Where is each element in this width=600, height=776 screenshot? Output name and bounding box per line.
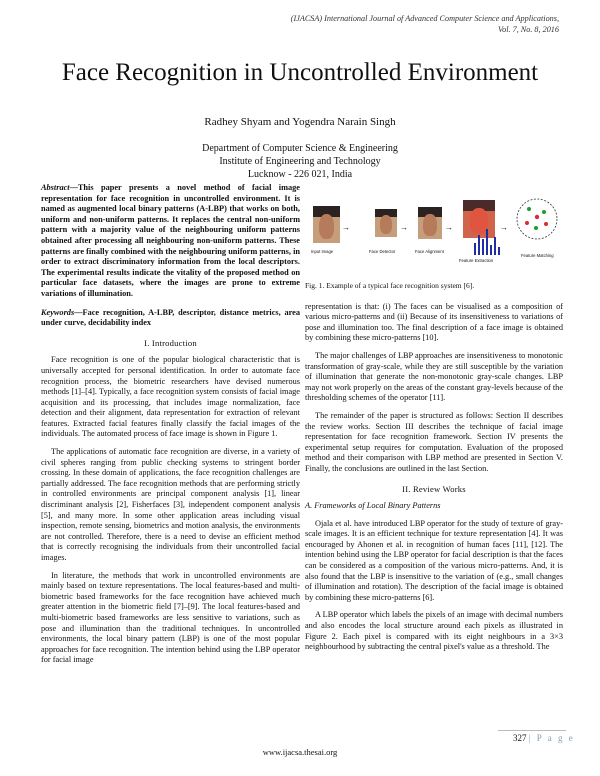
left-column bbox=[41, 183, 300, 673]
abstract-label: Abstract bbox=[41, 183, 70, 192]
authors: Radhey Shyam and Yogendra Narain Singh bbox=[204, 116, 396, 128]
figure-label: Feature Matching bbox=[521, 253, 554, 258]
affiliation-dept: Department of Computer Science & Engineering bbox=[202, 143, 398, 154]
page-number bbox=[513, 733, 575, 743]
footer-divider bbox=[498, 730, 566, 731]
paragraph: In literature, the methods that work in uncontrolled environments are mainly based on texture representations. The local features-based and multi-biometric based frameworks for the face recognition have achieved much greater attention in the biometric field [7]–[9]. The local features-based and multi-biometric based frameworks are less sensitive to variations, such as pose and illumination than the traditional techniques. In uncontrolled environments, the local binary pattern (LBP) is one of the most popular approaches for face recognition. The intention behind using the LBP operator for facial image bbox=[41, 570, 300, 665]
paragraph: The remainder of the paper is structured as follows: Section II describes the review works. Section III describes the technique of facial image representation for face recognition framework. Section IV presents the experimental setup requires for computation. Evaluation of the proposed method and their comparison with LBP method are presented in Section V. Finally, the conclusions are outlined in the last Section. bbox=[305, 410, 563, 473]
detected-face-photo bbox=[375, 209, 397, 237]
figure-1 bbox=[305, 187, 563, 277]
keywords bbox=[41, 308, 300, 329]
abstract-text: —This paper presents a novel method of facial image representation for face recognition in uncontrolled environment. It is named as augmented local binary patterns (A-LBP) that works on both, uniform and non-uniform patterns. It replaces the central non-uniform pattern with a majority value of the neighbouring uniform patterns obtained after processing all neighbouring non-uniform patterns. These patterns are finally combined with the neighbouring uniform patterns, in order to extract discriminatory information from the local descriptors. The experimental results indicate the vitality of the proposed method on particular face datasets, where the images are prone to extreme variations of illumination. bbox=[41, 183, 300, 298]
arrow-icon: → bbox=[445, 223, 453, 232]
keywords-label: Keywords bbox=[41, 307, 75, 317]
subsection-heading: A. Frameworks of Local Binary Patterns bbox=[305, 501, 441, 511]
aligned-face-photo bbox=[418, 207, 442, 239]
journal-header bbox=[139, 13, 559, 35]
affiliation-city: Lucknow - 226 021, India bbox=[247, 169, 353, 180]
page-word: | P a g e bbox=[528, 733, 575, 743]
affiliation-institute: Institute of Engineering and Technology bbox=[219, 156, 381, 167]
arrow-icon: → bbox=[342, 223, 350, 232]
paragraph: Face recognition is one of the popular biological characteristic that is universally accepted for personal identification. In order to automate face recognition process, the biometric researchers have devised numerous methods [1]–[4]. Typically, a face recognition system consists of facial image acquisition and its processing, that includes image normalization, face detection and their alignment, data representation for extraction of relevant features. Extracted facial features finally classify the facial images of the individuals. The automated process of face image is shown in Figure 1. bbox=[41, 355, 300, 439]
paragraph: Ojala et al. have introduced LBP operator for the study of texture of gray-scale images. It is an efficient technique for texture representation [4]. It was encouraged by Ahonen et al. in recognition of human faces [11], [12]. The intention behind using the LBP operator for facial description is that the faces can be considered as a composition of the various micro-patterns. And, it is also found that the LBP is insensitive to the variation of (e.g., small changes of illumination and rotation). The description of the facial image is obtained by combining these micro-patterns [6]. bbox=[305, 518, 563, 602]
section-heading-review: II. Review Works bbox=[402, 483, 466, 494]
footer-url[interactable]: www.ijacsa.thesai.org bbox=[262, 747, 338, 757]
input-face-photo bbox=[313, 206, 340, 243]
paragraph: representation is that: (i) The faces can be visualised as a composition of various micro-patterns and (ii) Because of its insensitiveness to variations of pose and illumination too. The final description of a face image is obtained by combining these micro-patterns [10]. bbox=[305, 301, 563, 343]
figure-label: Input Image bbox=[311, 249, 334, 254]
figure-label: Feature Extraction bbox=[459, 258, 494, 263]
arrow-icon: → bbox=[500, 223, 508, 232]
feature-matching-plot bbox=[513, 195, 561, 243]
keywords-text: —Face recognition, A-LBP, descriptor, distance metrics, area under curve, decidability index bbox=[41, 307, 300, 328]
figure-label: Face Alignment bbox=[415, 249, 444, 254]
section-heading-introduction: I. Introduction bbox=[144, 337, 197, 348]
right-column bbox=[305, 187, 563, 660]
arrow-icon: → bbox=[400, 223, 408, 232]
paragraph: The applications of automatic face recognition are diverse, in a variety of civil spheres ranging from public checking systems to stringent border crossing. In these domain of applications, the face recognition challenges are partially addressed. The face recognition methods that are performing strictly in controlled environments are principal component analysis [1], linear discriminant analysis [2], Fisherfaces [3], independent component analysis [5], and many more. In some other application areas including visual inspection, remote sensing, biometrics and motion analysis, the environments are not controlled. Therefore, there is a need to devise an efficient method that is correctly recognising the individuals from their uncontrolled facial images. bbox=[41, 447, 300, 562]
abstract bbox=[41, 183, 300, 300]
paragraph: The major challenges of LBP approaches are insensitiveness to monotonic transformation of gray-scale, while they are still susceptible by the variation of illumination that generate the non-monotonic gray-scale changes. LBP may not work properly on the areas of the constant gray-levels because of the thresholding schemes of the operator [11]. bbox=[305, 350, 563, 403]
paper-title: Face Recognition in Uncontrolled Environment bbox=[61, 59, 539, 86]
affiliation bbox=[0, 142, 600, 181]
page-number-value: 327 bbox=[513, 733, 527, 743]
figure-label: Face Detector bbox=[369, 249, 396, 254]
journal-header-line1: (IJACSA) International Journal of Advanced Computer Science and Applications, bbox=[290, 14, 559, 23]
figure-caption: Fig. 1. Example of a typical face recognition system [6]. bbox=[305, 281, 475, 290]
journal-header-line2: Vol. 7, No. 8, 2016 bbox=[498, 25, 559, 34]
paragraph: A LBP operator which labels the pixels of an image with decimal numbers and also encodes the local structure around each pixels as illustrated in Figure 2. Each pixel is compared with its eight neighbours in a 3×3 neighbourhood by subtracting the central pixel's value as a threshold. The bbox=[305, 610, 563, 652]
